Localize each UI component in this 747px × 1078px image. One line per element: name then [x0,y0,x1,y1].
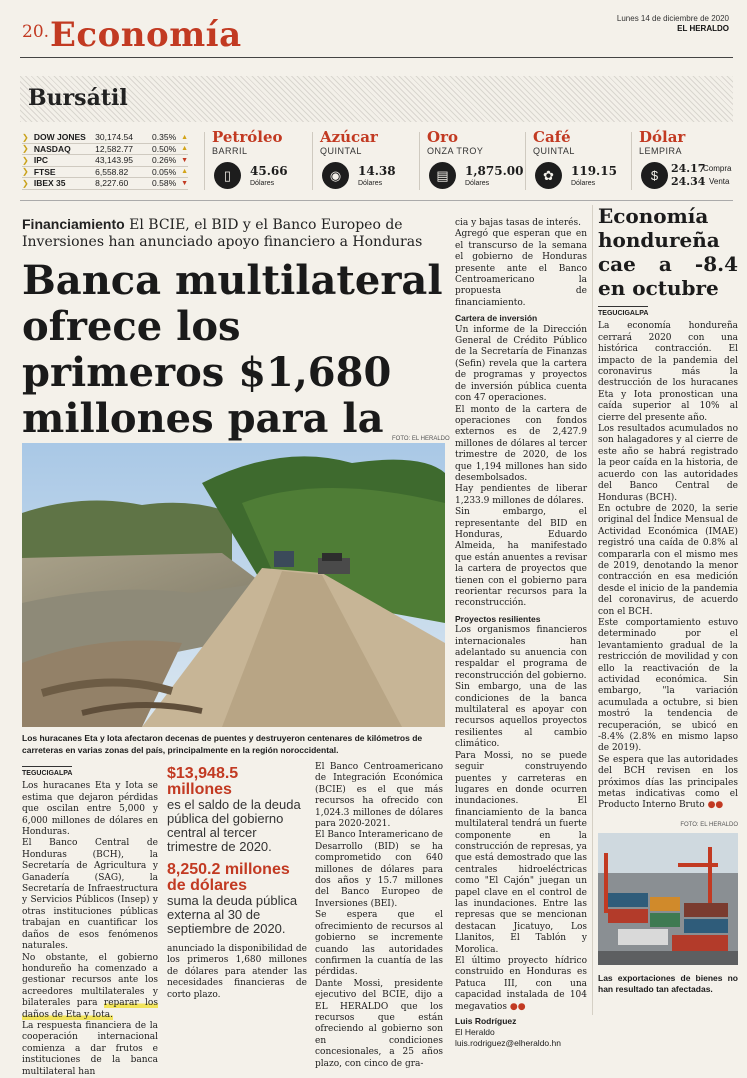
dollar-buy-price: 24.17 [671,162,706,175]
index-value: 12,582.77 [95,143,133,154]
photo-caption: Los huracanes Eta y Iota afectaron decenas de puentes y destruyeron centenares de kilómetros de carreteras en varias zonas del país, principalmente en la región noroccidental. [22,733,423,755]
commodity-currency: Dólares [358,180,383,187]
commodity-name: Petróleo [212,128,283,146]
commodity-unit: QUINTAL [320,146,362,156]
end-mark-icon: ●● [707,800,724,811]
kicker-label: Financiamiento [22,216,125,232]
sidebar-headline: Economía hondureña cae a -8.4 en octubre [598,204,738,300]
chevron-right-icon: ❯ [22,144,29,154]
index-row [22,132,188,144]
paragraph: Hay pendientes de liberar 1,233.9 millones de dólares. [455,484,587,506]
index-pct: 0.50% [152,143,177,154]
divider [204,132,205,190]
highlight-figure: 8,250.2 millones de dólares [167,861,290,894]
index-name: DOW JONES [33,132,86,143]
paragraph: Un informe de la Dirección General de Crédito Público de la Secretaría de Finanzas (Sefin) revela que la cartera de programas y proyectos de inversión pública cuenta con 47 operaciones. [455,324,587,404]
commodity-dolar [639,128,739,194]
paragraph: Este comportamiento estuvo determinado por el levantamiento gradual de la restricción de movilidad y con ello la reactivación de la actividad económica. Sin embargo, "la variación acumulada a octubre, si bien mostró la tendencia de recuperación, se ubicó en -8.4% (2.8% en mismo lapso de 2019). [598,617,738,754]
article-column-1 [22,766,158,1078]
divider [312,132,313,190]
index-pct: 0.58% [152,178,177,189]
highlighted-text: reparar los daños de Eta y Iota. [22,998,158,1020]
highlight-figure-text: es el saldo de la deuda pública del gobierno central al tercer trimestre de 2020. [167,797,301,854]
paragraph: cia y bajas tasas de interés. [455,218,581,228]
paragraph: Para Mossi, no se puede seguir construyendo puentes y carreteras en lugares en donde ocurren inundaciones. El financiamiento de la banca multilateral tendrá un fuerte componente en la construcción de represas, ya que está demostrado que las centrales hidroeléctricas como "El Cajón" juegan un papel clave en el control de las inundaciones. Entre las represas que se mencionan destacan Jicatuyo, Los Llanitos, El Tablón y Morolica. [455,750,587,955]
index-pct: 0.35% [152,132,177,143]
commodity-price: 1,875.00 [465,164,524,178]
paragraph-text: Se espera que las autoridades del BCH revisen en los próximos días las principales metas indicativas como el Producto Interno Bruto [598,754,738,811]
damaged-road-photo [22,443,445,727]
article-headline: Banca multilateral ofrece los primeros $1,680 millones para la [22,257,443,442]
paragraph: Agregó que esperan que en el transcurso de la semana el gobierno de Honduras presente ante el Banco Centroamericano la propuesta de financiamiento. [455,229,587,308]
oil-barrel-icon: ▯ [214,162,241,189]
commodity-price: 119.15 [571,164,617,178]
commodity-unit: LEMPIRA [639,146,683,156]
commodity-oro [427,128,527,194]
paragraph: Sin embargo, el representante del BID en Honduras, Eduardo Almeida, ha manifestado que están anuentes a revisar la cartera de proyectos que tienen con el gobierno para reorientar recursos para la reconstrucción. [455,507,587,609]
bursatil-title: Bursátil [28,85,128,111]
arrow-down-icon: ▼ [181,179,188,187]
commodity-currency: Dólares [571,180,596,187]
commodity-name: Dólar [639,128,686,146]
newspaper-brand: EL HERALDO [677,24,729,33]
issue-date: Lunes 14 de diciembre de 2020 [616,14,729,23]
arrow-down-icon: ▼ [181,156,188,164]
subheading: Cartera de inversión [455,313,538,324]
highlight-figure-text: suma la deuda pública externa al 30 de septiembre de 2020. [167,893,298,936]
index-value: 43,143.95 [95,155,133,166]
port-containers-photo [598,833,738,965]
photo-credit: FOTO: EL HERALDO [680,821,738,828]
header-rule [20,57,733,58]
paragraph: En octubre de 2020, la serie original del Índice Mensual de Actividad Económica (IMAE) registró una caída de 0.8% al compararla con el mismo mes de 2019, denotando la menor contracción en esa medición desde el inicio de la pandemia del coronavirus, de acuerdo con el BCH. [598,503,738,617]
author-name: Luis Rodríguez [455,1016,517,1027]
article-photo [22,443,445,727]
paragraph: La respuesta financiera de la cooperación internacional comienza a dar frutos e instituciones de la banca multilateral han [22,1020,158,1077]
paragraph: Sin embargo, una de las condiciones de la banca multilateral es apoyar con recursos aquellos proyectos resilientes al cambio climático. [455,682,587,750]
kicker-text: El BCIE, el BID y el Banco Europeo de Inversiones han anunciado apoyo financiero a Honduras [22,217,423,250]
end-mark-icon: ●● [509,1001,526,1012]
commodity-unit: ONZA TROY [427,146,484,156]
commodity-name: Oro [427,128,458,146]
stock-indices-table [22,132,188,190]
chevron-right-icon: ❯ [22,167,29,177]
article-column-4 [455,218,587,1049]
chevron-right-icon: ❯ [22,155,29,165]
dateline: TEGUCIGALPA [598,306,648,319]
dollar-buy-label: Compra [703,164,732,173]
dateline: TEGUCIGALPA [22,766,72,779]
paragraph: Los organismos financieros internacionales han adelantado su anuencia con respaldar el programa de reconstrucción del gobierno. [455,625,587,681]
page-number: 20. [22,22,50,42]
index-row [22,155,188,167]
divider [631,132,632,190]
paragraph: Se espera que el ofrecimiento de recursos al gobierno se incremente cuando las autoridades confirmen la cuantía de las pérdidas. [315,910,443,978]
commodity-currency: Dólares [250,180,275,187]
commodity-name: Café [533,128,571,146]
paragraph: El Banco Interamericano de Desarrollo (BID) se ha comprometido con 640 millones de dólares para dos años y 15.7 millones del Banco Europeo de Inversiones (BEI). [315,830,443,909]
commodity-cafe [533,128,633,194]
paragraph: El Banco Centroamericano de Integración Económica (BCIE) es el que más recursos ha ofrecido con 1,024.3 millones de dólares para 2020-2021. [315,762,443,830]
commodity-unit: QUINTAL [533,146,575,156]
article-column-2 [167,766,307,1001]
author-org: El Heraldo [455,1027,495,1038]
commodity-azucar [320,128,420,194]
index-value: 8,227.60 [95,178,129,189]
paragraph [598,755,738,812]
commodity-price: 14.38 [358,164,396,178]
paragraph [455,956,587,1013]
coffee-bean-icon: ✿ [535,162,562,189]
commodity-unit: BARRIL [212,146,248,156]
commodity-name: Azúcar [320,128,378,146]
column-divider [592,205,593,1015]
arrow-up-icon: ▲ [181,145,188,153]
paragraph: Los resultados acumulados no son halagadores y al cierre de este año se habrá registrado la peor caída en la historia, de acuerdo con las autoridades del Banco Central de Honduras (BCH). [598,424,738,503]
dollar-coin-icon: $ [641,162,668,189]
commodity-currency: Dólares [465,180,490,187]
index-pct: 0.05% [152,166,177,177]
commodity-price: 45.66 [250,164,288,178]
divider [419,132,420,190]
sugar-sack-icon: ◉ [322,162,349,189]
chevron-right-icon: ❯ [22,132,29,142]
index-value: 30,174.54 [95,132,133,143]
article-kicker [22,216,442,251]
index-name: FTSE [33,166,56,177]
paragraph: anunciado la disponibilidad de los primeros 1,680 millones de dólares para atender las necesidades financieras de corto plazo. [167,944,307,1000]
sidebar-story [598,204,738,995]
index-name: IPC [33,155,49,166]
paragraph-text: El último proyecto hídrico construido en Honduras es Patuca III, con una capacidad instalada de 104 megavatios [455,956,587,1012]
highlight-figure: $13,948.5 millones [167,765,239,798]
section-title: Economía [50,15,242,55]
arrow-up-icon: ▲ [181,133,188,141]
paragraph: El Banco Central de Honduras (BCH), la Secretaría de Agricultura y Ganadería (SAG), la Secretaría de Infraestructura y Servicios Públicos (Insep) y otras instituciones públicas trabajan en cuantificar los daños de esos fenómenos naturales. [22,838,158,952]
commodity-petroleo [212,128,312,194]
dollar-sell-price: 24.34 [671,175,706,188]
index-value: 6,558.82 [95,166,129,177]
index-row [22,178,188,190]
paragraph: El monto de la cartera de operaciones con fondos externos es de 2,427.9 millones de dólares al tercer trimestre de 2020, de los que 1,194 millones han sido desembolsados. [455,404,587,483]
paragraph: Dante Mossi, presidente ejecutivo del BCIE, dijo a EL HERALDO que los recursos que están ofreciendo al gobierno son en condiciones concesionales, a 25 años plazo, con cinco de gra- [315,978,443,1069]
bursatil-bottom-rule [20,200,733,201]
dollar-sell-label: Venta [709,177,730,186]
divider [525,132,526,190]
arrow-up-icon: ▲ [181,168,188,176]
chevron-right-icon: ❯ [22,178,29,188]
paragraph: La economía hondureña cerrará 2020 con una histórica contracción. El impacto de la pandemia del coronavirus más la destrucción de los huracanes Eta y Iota pronostican una caída superior al 10% al cierre del presente año. [598,321,738,423]
paragraph-text: No obstante, el gobierno hondureño ha comenzado a gestionar recursos ante los acreedores multilaterales y bilaterales para [22,952,158,1009]
photo-caption: Las exportaciones de bienes no han resultado tan afectadas. [598,972,738,994]
index-row [22,144,188,156]
index-pct: 0.26% [152,155,177,166]
index-row [22,167,188,179]
index-name: NASDAQ [33,143,71,154]
gold-bars-icon: ▤ [429,162,456,189]
article-column-3 [315,762,443,1070]
photo-credit: FOTO: EL HERALDO [392,436,450,442]
paragraph [22,953,158,1021]
paragraph: Los huracanes Eta y Iota se estima que dejaron pérdidas que oscilan entre 5,000 y 6,000 millones de dólares en Honduras. [22,781,158,838]
author-email[interactable]: luis.rodriguez@elheraldo.hn [455,1038,561,1049]
subheading: Proyectos resilientes [455,613,541,624]
index-name: IBEX 35 [33,178,66,189]
